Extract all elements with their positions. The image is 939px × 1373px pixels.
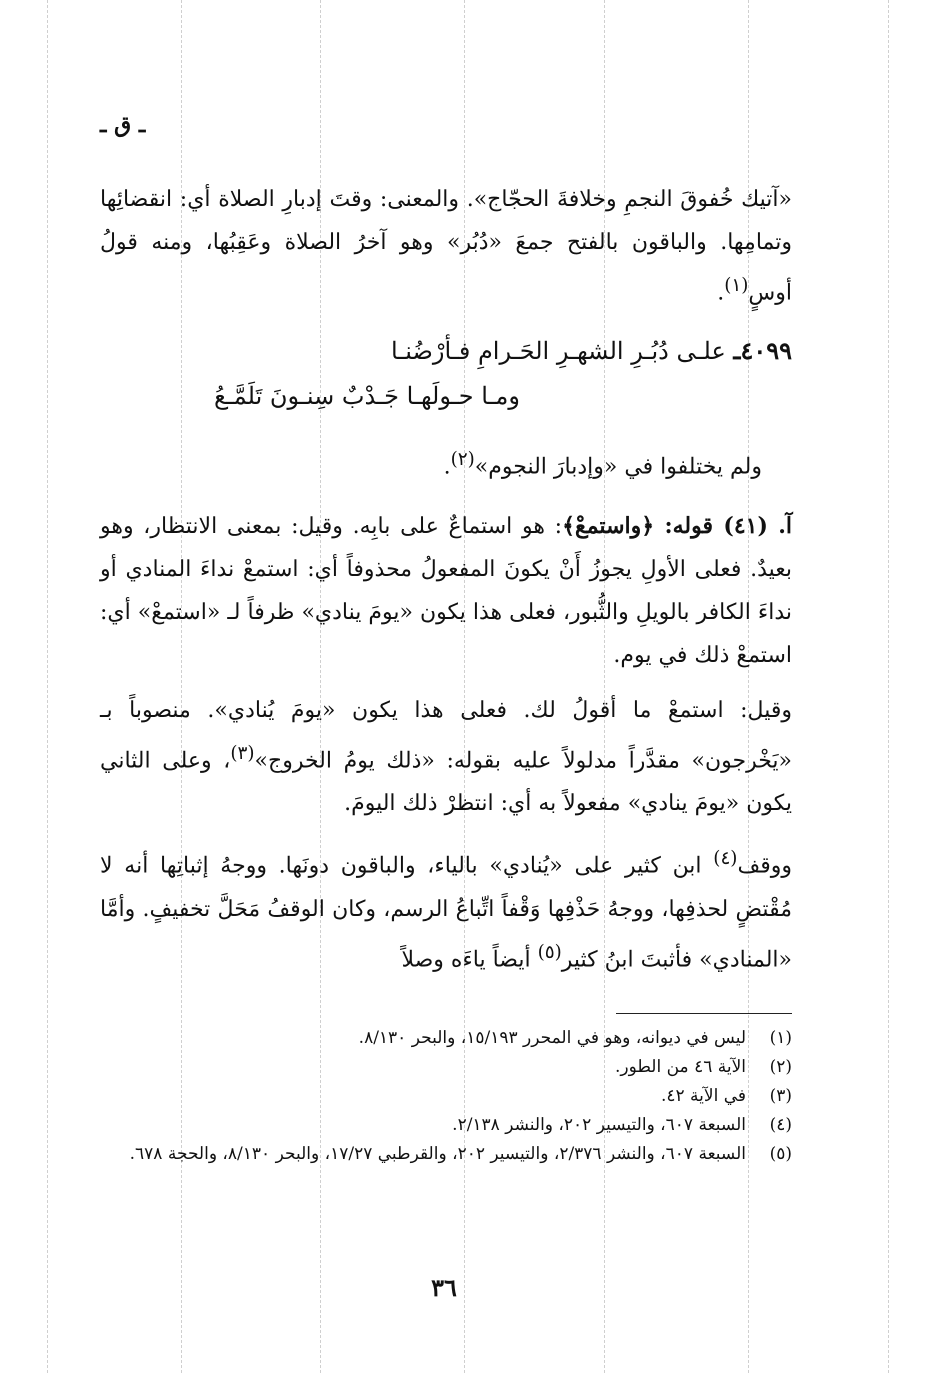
footnote-text: السبعة ٦٠٧، والتيسير ٢٠٢، والنشر ٢/١٣٨. xyxy=(452,1115,746,1135)
paragraph-4-text-b: ، وعلى الثاني يكون «يومَ ينادي» مفعولاً به أي: انتظرْ ذلك اليومَ. xyxy=(100,748,792,817)
footnotes xyxy=(100,1024,792,1169)
footnote-ref-4: (٤) xyxy=(713,848,738,870)
footnote-text: الآية ٤٦ من الطور. xyxy=(614,1057,746,1077)
verse-reference-heading: آ. (٤١) قوله: ﴿واستمعْ﴾ xyxy=(562,513,793,539)
scan-guide-line xyxy=(888,0,889,1373)
footnote-ref-1: (١) xyxy=(724,275,749,296)
verse-line-2 xyxy=(100,382,520,410)
footnote-ref-3: (٣) xyxy=(230,743,255,764)
footnote-text: في الآية ٤٢. xyxy=(660,1086,746,1106)
footnote-item xyxy=(100,1053,792,1082)
main-text-block xyxy=(100,505,792,981)
footnote-ref-2: (٢) xyxy=(450,449,475,470)
footnote-item xyxy=(100,1082,792,1111)
verse-number: ٤٠٩٩ـ xyxy=(733,336,792,365)
footnote-text: ليس في ديوانه، وهو في المحرر ١٥/١٩٣، والبحر ٨/١٣٠. xyxy=(358,1028,746,1048)
paragraph-4-text-a: وقيل: استمعْ ما أقولُ لك. فعلى هذا يكون «يومَ يُنادي». منصوباً بـ «يَخْرجون» مقدَّراً مدلولاً عليه بقوله: «ذلك يومُ الخروج» xyxy=(100,698,793,774)
paragraph-3 xyxy=(100,505,792,677)
paragraph-3-text: : هو استماعٌ على بابِه. وقيل: بمعنى الانتظار، وهو بعيدٌ. فعلى الأولِ يجوزُ أَنْ يكونَ المفعولُ محذوفاً أي: استمعْ نداءَ المنادي أو نداءَ الكافر بالويلِ والثُّبور، فعلى هذا يكون «يومَ ينادي» ظرفاً لـ «استمعْ» أي: استمعْ ذلك في يوم. xyxy=(100,514,792,668)
footnote-number: (٥) xyxy=(769,1144,792,1164)
paragraph-4 xyxy=(100,689,792,825)
scan-guide-line xyxy=(47,0,48,1373)
paragraph-5 xyxy=(100,837,792,981)
paragraph-1-text: «آتيك خُفوقَ النجمِ وخلافةَ الحجّاج». والمعنى: وقتَ إدبارِ الصلاة أي: انقضائِها وتمامِها. والباقون بالفتح جمعَ «دُبُر» وهو آخرُ الصلاة وعَقِبُها، ومنه قولُ أوسٍ xyxy=(100,187,792,306)
footnote-number: (٣) xyxy=(769,1086,792,1106)
verse-hemistich-1: علـى دُبُـرِ الشهـرِ الحَـرامِ فـأرْضُنـا xyxy=(390,337,726,365)
paragraph-5-text-b: ابن كثير على «يُنادي» بالياء، والباقون دونَها. ووجهُ إثباتِها أنه لا مُقْتضٍ لحذفِها، ووجهُ حَذْفِها وَقْفاً اتِّباعُ الرسم، وكان الوقفُ مَحَلَّ تخفيفٍ. وأمَّا «المنادي» فأثبتَ ابنُ كثير xyxy=(100,853,792,972)
paragraph-2: ولم يختلفوا في «وإدبارَ النجوم»$^{(٢)}$. xyxy=(443,449,762,480)
footnote-number: (٢) xyxy=(769,1057,792,1077)
footnote-item xyxy=(100,1140,792,1169)
paragraph-2-text: ولم يختلفوا في «وإدبارَ النجوم» xyxy=(474,454,762,480)
paragraph-1: «آتيك خُفوقَ النجمِ وخلافةَ الحجّاج». والمعنى: وقتَ إدبارِ الصلاة أي: انقضائِها وتمامِها. والباقون بالفتح جمعَ «دُبُر» وهو آخرُ الصلاة وعَقِبُها، ومنه قولُ أوسٍ$^{(١)}$. xyxy=(100,187,792,306)
paragraph-5-text-a: ووقف xyxy=(737,853,792,879)
verse-hemistich-2: ومـا حـولَهـا جَـدْبٌ سِنـونَ تَلَمَّـعُ xyxy=(213,382,520,410)
footnote-number: (٤) xyxy=(769,1115,792,1135)
running-header: ـ ق ـ xyxy=(100,112,146,138)
footnote-item xyxy=(100,1024,792,1053)
footnote-number: (١) xyxy=(769,1028,792,1048)
verse-line-1 xyxy=(360,336,792,365)
paragraph-5-text-c: أيضاً ياءَه وصلاً xyxy=(401,946,538,972)
footnote-ref-5: (٥) xyxy=(537,941,562,963)
footnote-separator xyxy=(616,1013,792,1014)
footnote-item xyxy=(100,1111,792,1140)
footnote-text: السبعة ٦٠٧، والنشر ٢/٣٧٦، والتيسير ٢٠٢، والقرطبي ١٧/٢٧، والبحر ٨/١٣٠، والحجة ٦٧٨. xyxy=(129,1144,746,1164)
page-number: ٣٦ xyxy=(431,1273,457,1302)
